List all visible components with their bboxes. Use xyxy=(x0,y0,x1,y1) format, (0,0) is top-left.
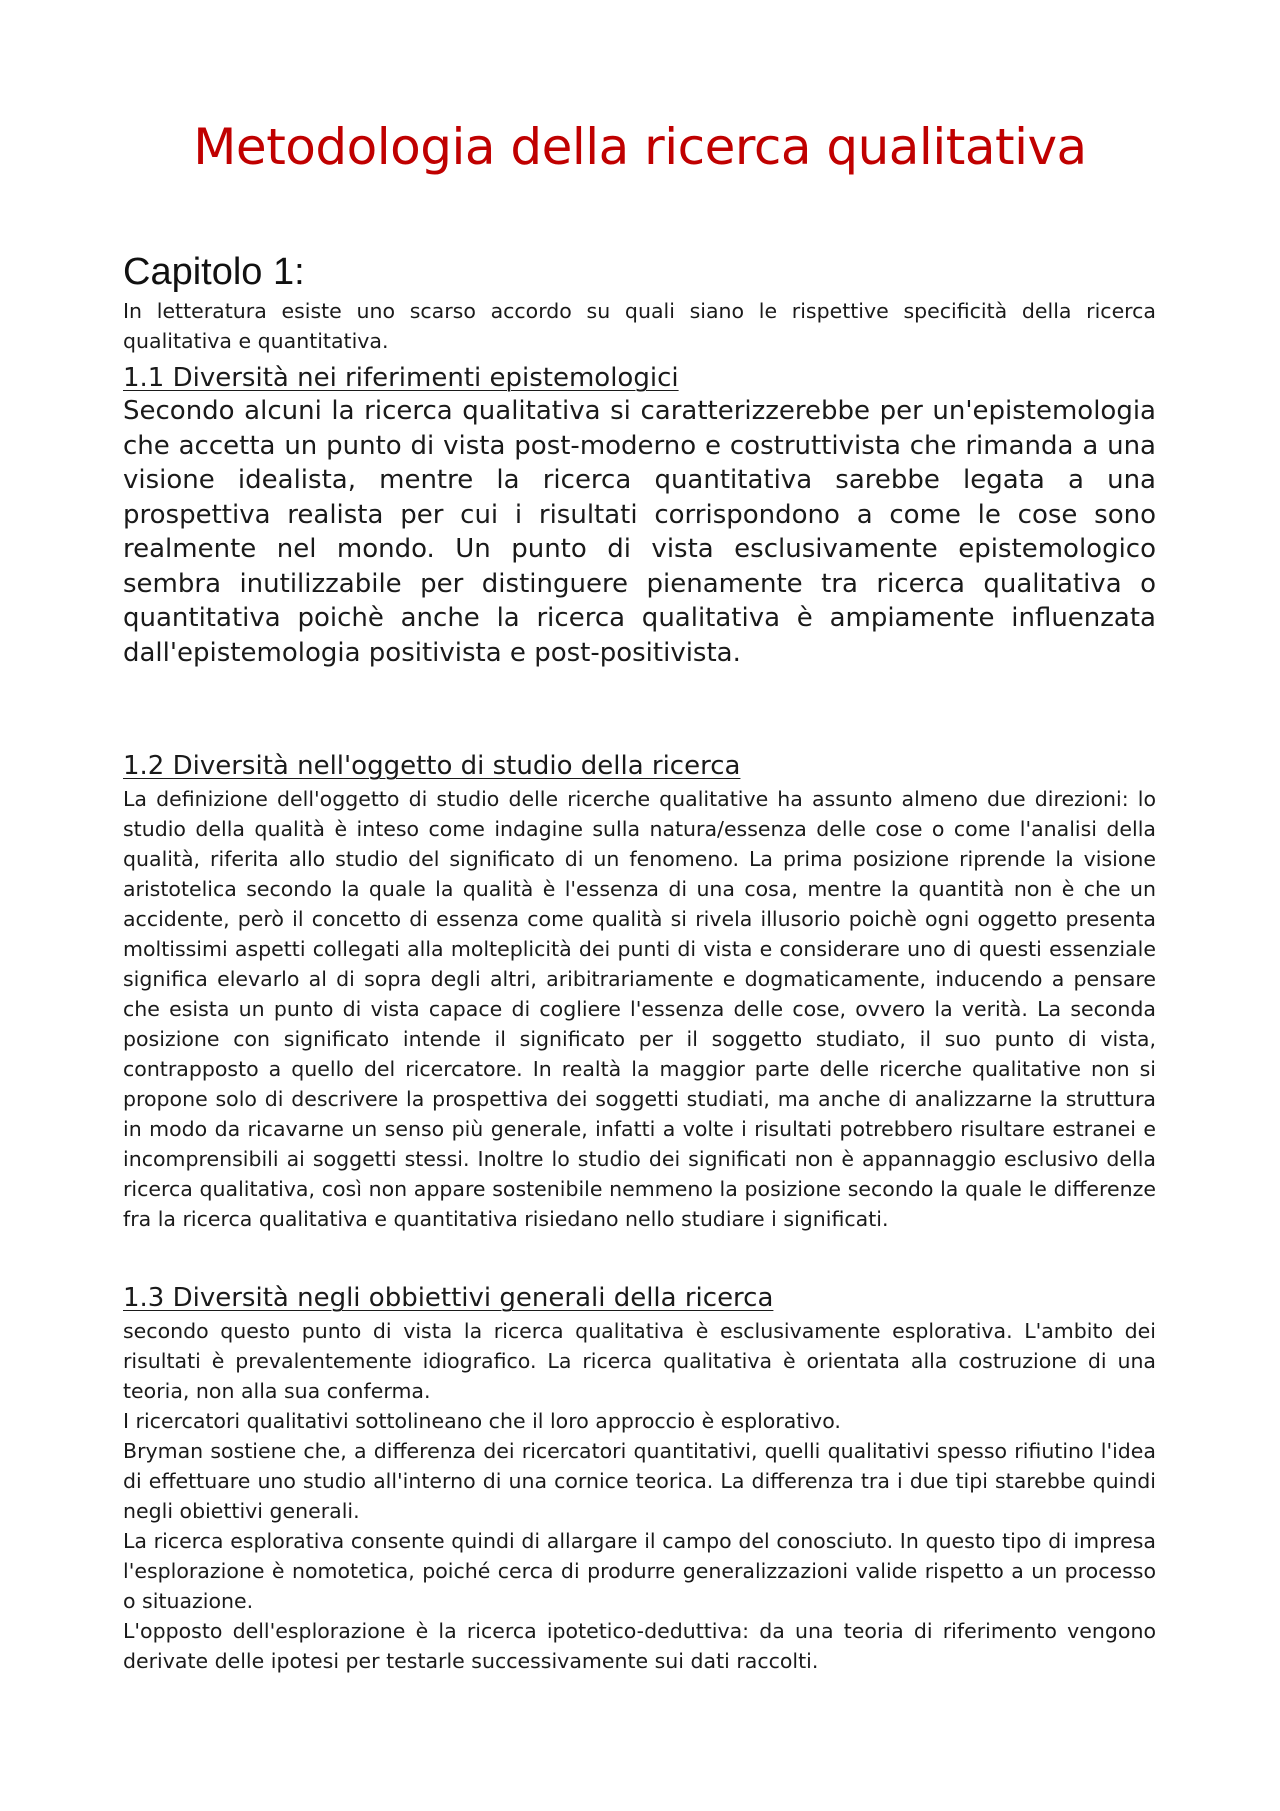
section-1-3-paragraph-2: I ricercatori qualitativi sottolineano che il loro approccio è esplorativo. xyxy=(123,1409,841,1433)
section-1-3-paragraph-4: La ricerca esplorativa consente quindi di allargare il campo del conosciuto. In questo tipo di impresa l'esplorazione è nomotetica, poiché cerca di produrre generalizzazioni valide rispetto a un processo o situazione. xyxy=(123,1529,1156,1613)
chapter-heading: Capitolo 1: xyxy=(123,251,305,293)
section-1-1-paragraph: Secondo alcuni la ricerca qualitativa si caratterizzerebbe per un'epistemologia che accetta un punto di vista post-moderno e costruttivista che rimanda a una visione idealista, mentre la ricerca quantitativa sarebbe legata a una prospettiva realista per cui i risultati corrispondono a come le cose sono realmente nel mondo. Un punto di vista esclusivamente epistemologico sembra inutilizzabile per distinguere pienamente tra ricerca qualitativa o quantitativa poichè anche la ricerca qualitativa è ampiamente influenzata dall'epistemologia positivista e post-positivista. xyxy=(123,396,1156,668)
section-1-3-paragraph-3: Bryman sostiene che, a differenza dei ricercatori quantitativi, quelli qualitativi spesso rifiutino l'idea di effettuare uno studio all'interno di una cornice teorica. La differenza tra i due tipi starebbe quindi negli obiettivi generali. xyxy=(123,1439,1156,1523)
section-1-3-paragraph-1: secondo questo punto di vista la ricerca qualitativa è esclusivamente esplorativa. L'ambito dei risultati è prevalentemente idiografico. La ricerca qualitativa è orientata alla costruzione di una teoria, non alla sua conferma. xyxy=(123,1319,1156,1403)
document-title: Metodologia della ricerca qualitativa xyxy=(193,118,1087,176)
section-heading-1-2: 1.2 Diversità nell'oggetto di studio della ricerca xyxy=(123,751,741,781)
section-heading-1-1: 1.1 Diversità nei riferimenti epistemologici xyxy=(123,363,679,393)
section-1-2-paragraph: La definizione dell'oggetto di studio delle ricerche qualitative ha assunto almeno due direzioni: lo studio della qualità è inteso come indagine sulla natura/essenza delle cose o come l'analisi della qualità, riferita allo studio del significato di un fenomeno. La prima posizione riprende la visione aristotelica secondo la quale la qualità è l'essenza di una cosa, mentre la quantità non è che un accidente, però il concetto di essenza come qualità si rivela illusorio poichè ogni oggetto presenta moltissimi aspetti collegati alla molteplicità dei punti di vista e considerare uno di questi essenziale significa elevarlo al di sopra degli altri, aribitrariamente e dogmaticamente, inducendo a pensare che esista un punto di vista capace di cogliere l'essenza delle cose, ovvero la verità. La seconda posizione con significato intende il significato per il soggetto studiato, il suo punto di vista, contrapposto a quello del ricercatore. In realtà la maggior parte delle ricerche qualitative non si propone solo di descrivere la prospettiva dei soggetti studiati, ma anche di analizzarne la struttura in modo da ricavarne un senso più generale, infatti a volte i risultati potrebbero risultare estranei e incomprensibili ai soggetti stessi. Inoltre lo studio dei significati non è appannaggio esclusivo della ricerca qualitativa, così non appare sostenibile nemmeno la posizione secondo la quale le differenze fra la ricerca qualitativa e quantitativa risiedano nello studiare i significati. xyxy=(123,787,1156,1231)
section-1-3-paragraph-5: L'opposto dell'esplorazione è la ricerca ipotetico-deduttiva: da una teoria di riferimento vengono derivate delle ipotesi per testarle successivamente sui dati raccolti. xyxy=(123,1619,1156,1673)
section-heading-1-3: 1.3 Diversità negli obbiettivi generali della ricerca xyxy=(123,1283,774,1313)
intro-paragraph: In letteratura esiste uno scarso accordo su quali siano le rispettive specificità della ricerca qualitativa e quantitativa. xyxy=(123,299,1156,353)
